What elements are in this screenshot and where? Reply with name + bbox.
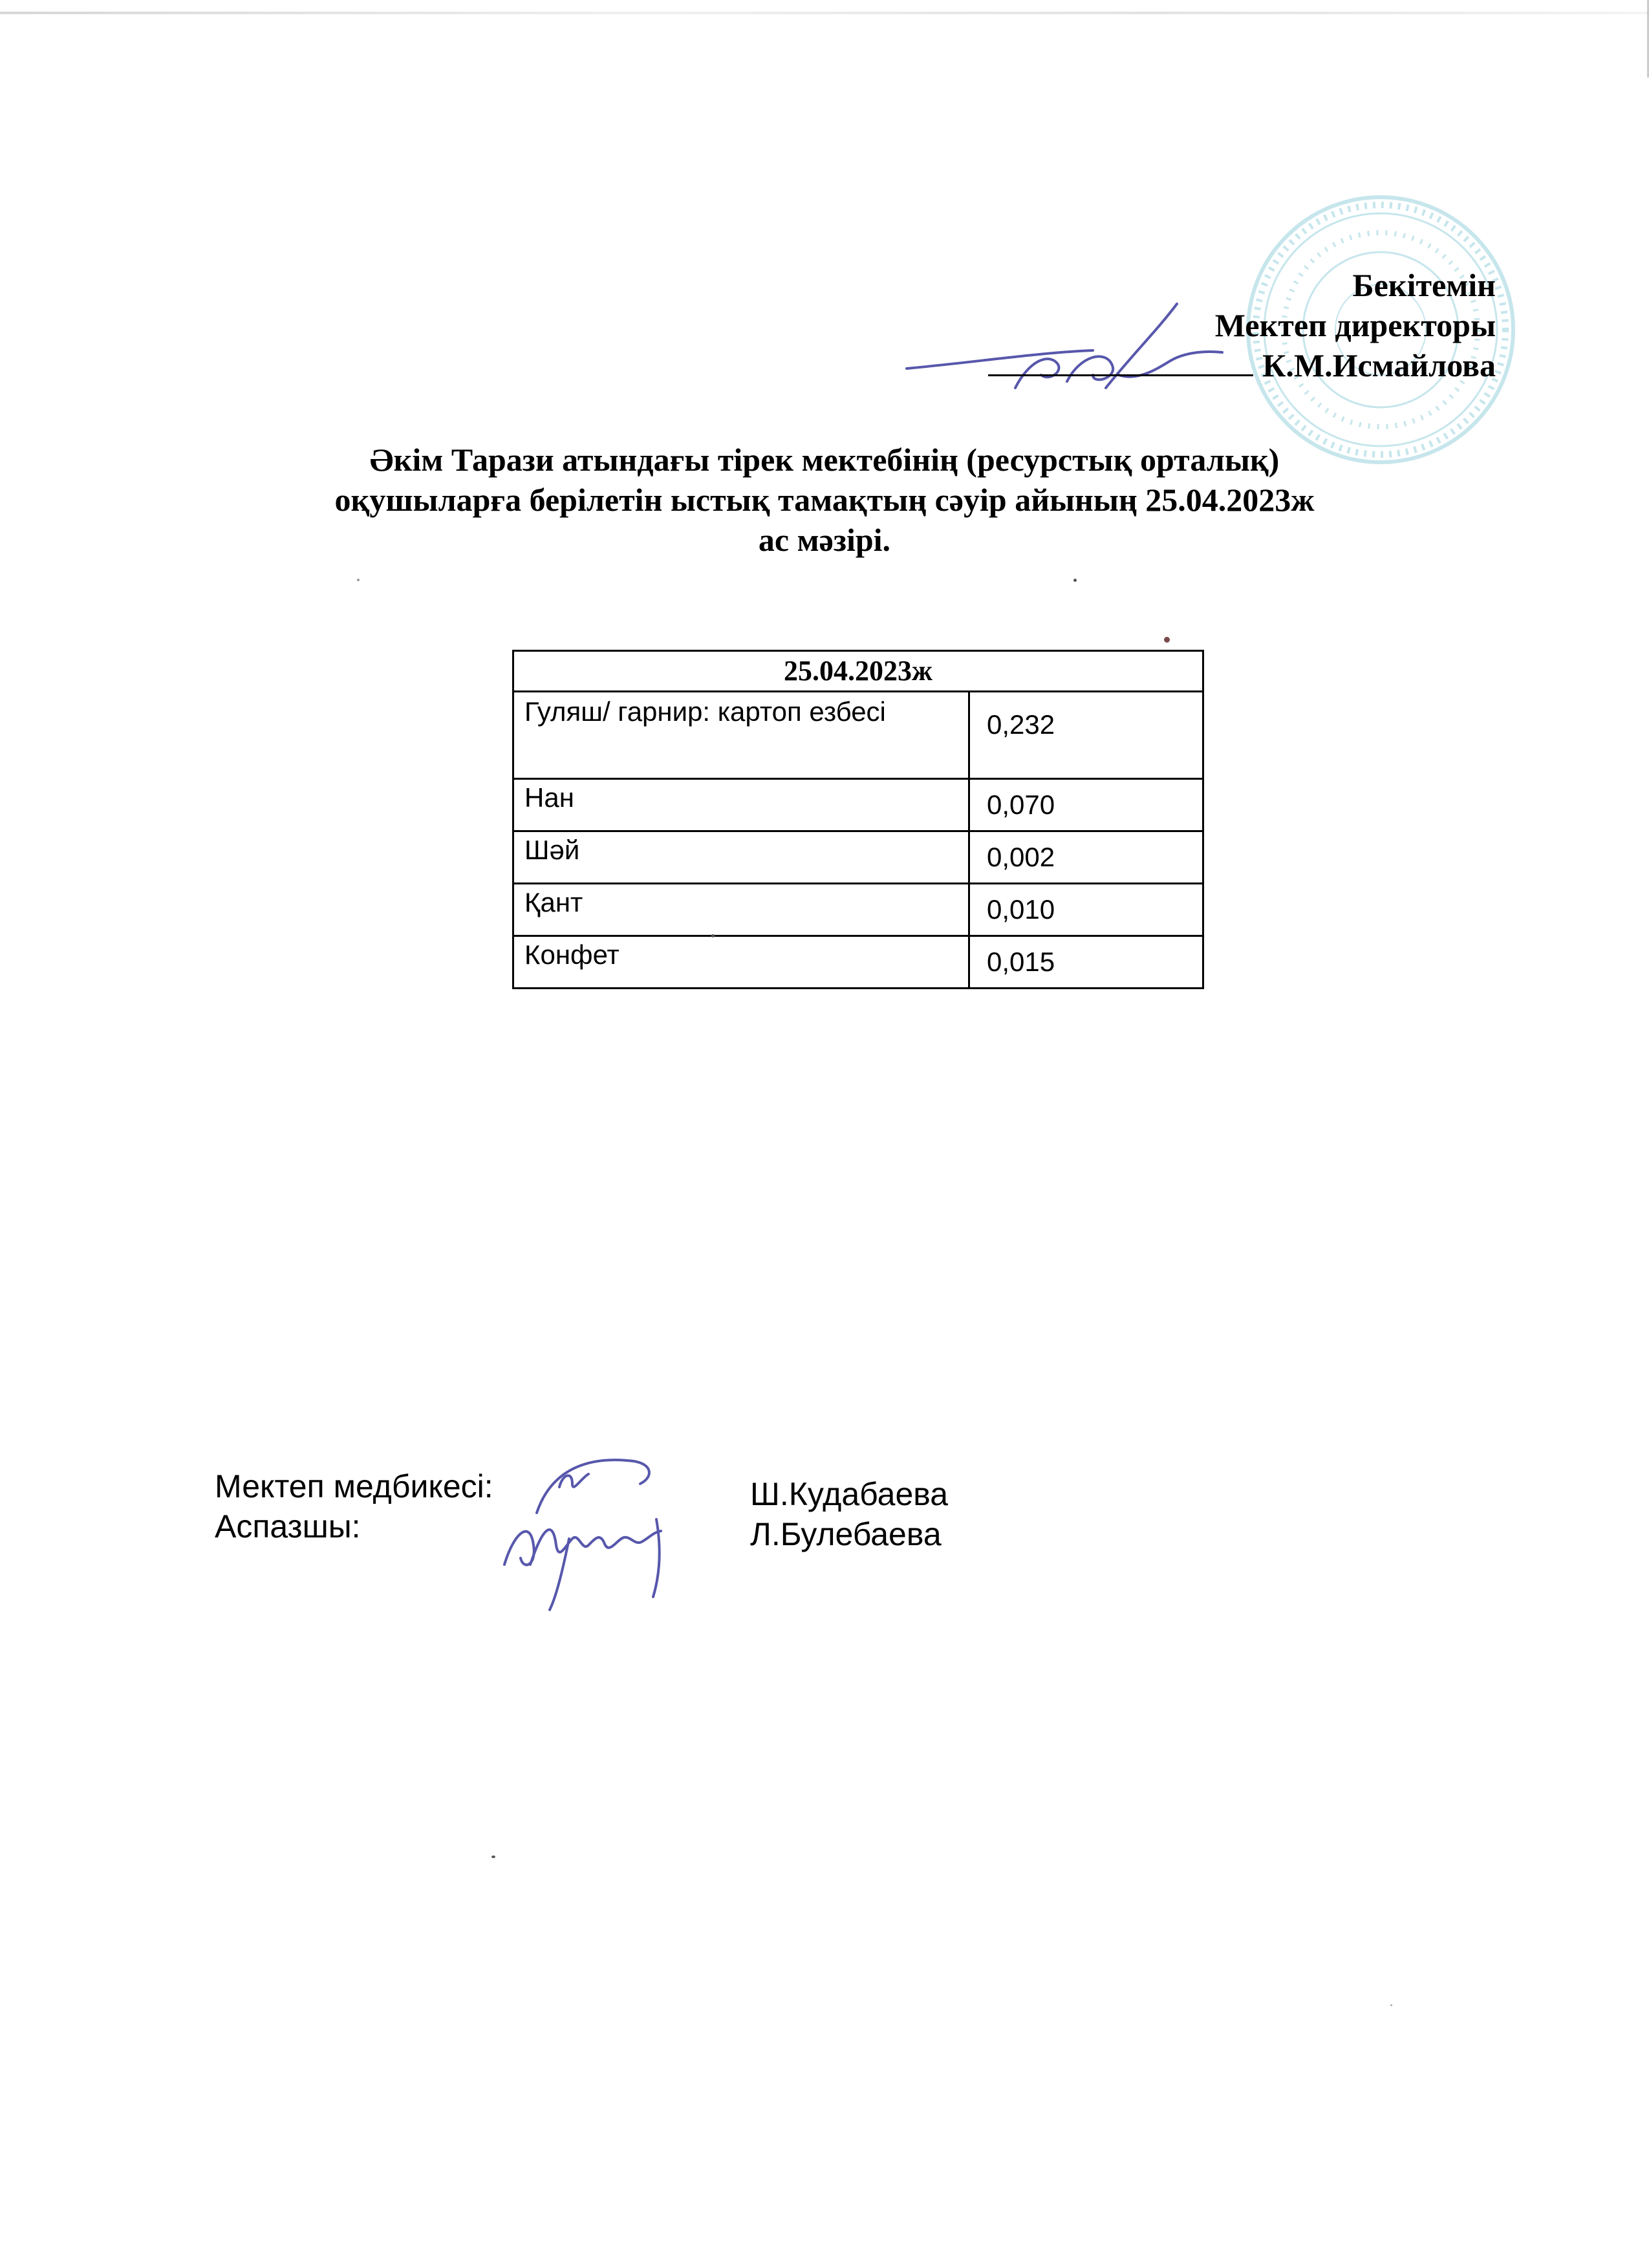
approval-position: Мектеп директоры bbox=[1214, 307, 1496, 343]
signature-underline bbox=[988, 346, 1253, 376]
scan-speck bbox=[1164, 637, 1170, 643]
nurse-role: Мектеп медбикесі: bbox=[215, 1468, 493, 1504]
menu-item: Конфет bbox=[513, 936, 969, 989]
menu-value: 0,015 bbox=[969, 936, 1203, 989]
nurse-name: Ш.Кудабаева bbox=[750, 1476, 949, 1512]
scan-speck bbox=[357, 579, 360, 581]
table-row bbox=[513, 779, 1203, 831]
table-row bbox=[513, 936, 1203, 989]
menu-item: Шәй bbox=[513, 831, 969, 884]
title-line-2: оқушыларға берілетін ыстық тамақтың сәуір айының 25.04.2023ж bbox=[334, 482, 1315, 518]
menu-value: 0,002 bbox=[969, 831, 1203, 884]
menu-value: 0,070 bbox=[969, 779, 1203, 831]
title-line-1: Әкім Тарази атындағы тірек мектебінің (ресурстық орталық) bbox=[369, 442, 1280, 478]
scan-speck bbox=[711, 934, 715, 937]
cook-name: Л.Булебаева bbox=[750, 1516, 942, 1552]
menu-item: Гуляш/ гарнир: картоп езбесі bbox=[513, 692, 969, 779]
staff-roles bbox=[215, 1466, 493, 1546]
scan-speck bbox=[1073, 579, 1077, 582]
staff-names bbox=[750, 1474, 948, 1554]
scan-speck bbox=[491, 1856, 495, 1858]
cook-role: Аспазшы: bbox=[215, 1508, 361, 1545]
approval-block bbox=[988, 265, 1496, 385]
table-date-header: 25.04.2023ж bbox=[513, 651, 1203, 692]
table-row bbox=[513, 884, 1203, 936]
menu-table bbox=[512, 650, 1204, 989]
menu-value: 0,010 bbox=[969, 884, 1203, 936]
scan-speck bbox=[1390, 2004, 1392, 2006]
menu-value: 0,232 bbox=[969, 692, 1203, 779]
menu-item: Нан bbox=[513, 779, 969, 831]
title-line-3: ас мәзірі. bbox=[758, 522, 891, 558]
document-title bbox=[0, 440, 1649, 560]
table-row bbox=[513, 692, 1203, 779]
scan-edge bbox=[0, 12, 1649, 14]
director-name: К.М.Исмайлова bbox=[1262, 347, 1496, 383]
approval-heading: Бекітемін bbox=[1352, 267, 1496, 303]
menu-item: Қант bbox=[513, 884, 969, 936]
table-row bbox=[513, 831, 1203, 884]
staff-signature bbox=[491, 1448, 698, 1616]
table-header-row bbox=[513, 651, 1203, 692]
approval-signature-line bbox=[988, 345, 1496, 385]
